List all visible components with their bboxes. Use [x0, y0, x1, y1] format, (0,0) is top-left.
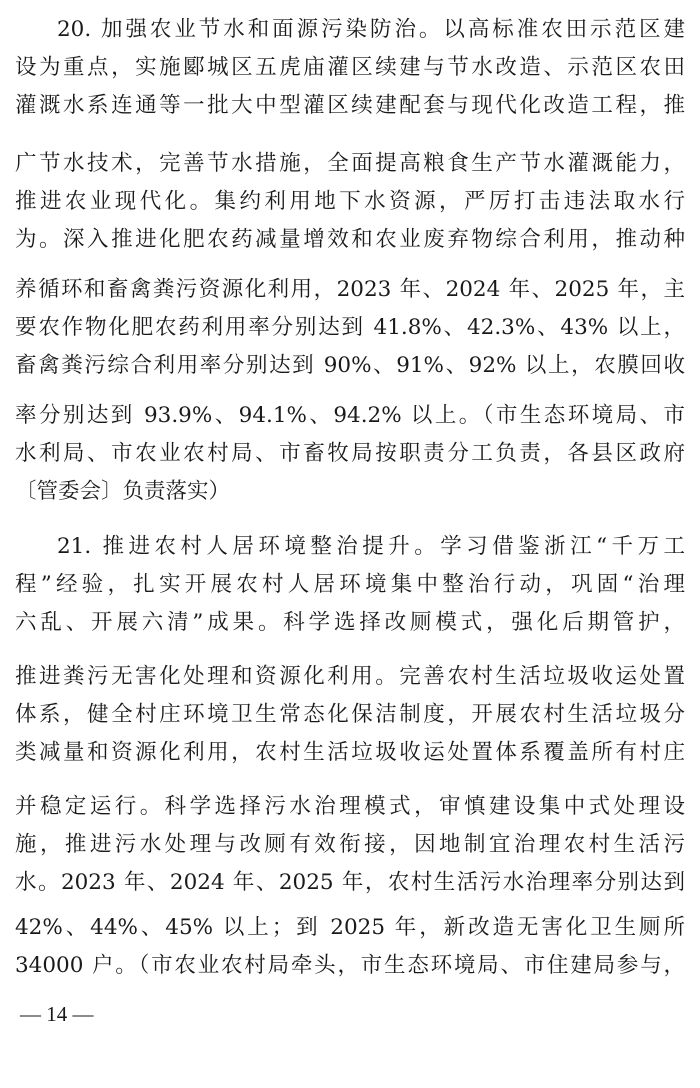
text-line: 程”经验，扎实开展农村人居环境集中整治行动，巩固“治理: [15, 572, 685, 597]
text-line: 21. 推进农村人居环境整治提升。学习借鉴浙江“千万工: [57, 534, 685, 559]
text-line: 施，推进污水处理与改厕有效衔接，因地制宜治理农村生活污: [15, 832, 685, 857]
text-line: 类减量和资源化利用，农村生活垃圾收运处置体系覆盖所有村庄: [15, 740, 685, 765]
text-line: 广节水技术，完善节水措施，全面提高粮食生产节水灌溉能力，: [15, 151, 685, 176]
text-line: 为。深入推进化肥农药减量增效和农业废弃物综合利用，推动种: [15, 227, 685, 252]
text-line: 设为重点，实施郾城区五虎庙灌区续建与节水改造、示范区农田: [15, 55, 685, 80]
text-line: 要农作物化肥农药利用率分别达到 41.8%、42.3%、43% 以上，: [15, 315, 685, 340]
text-line: 养循环和畜禽粪污资源化利用，2023 年、2024 年、2025 年，主: [15, 277, 685, 302]
text-line: 灌溉水系连通等一批大中型灌区续建配套与现代化改造工程，推: [15, 93, 685, 118]
text-line: 42%、44%、45% 以上；到 2025 年，新改造无害化卫生厕所: [15, 915, 685, 940]
text-line: 推进粪污无害化处理和资源化利用。完善农村生活垃圾收运处置: [15, 664, 685, 689]
text-line: 水。2023 年、2024 年、2025 年，农村生活污水治理率分别达到: [15, 870, 685, 895]
page-number: — 14 —: [20, 1002, 94, 1026]
text-line: 推进农业现代化。集约利用地下水资源，严厉打击违法取水行: [15, 189, 685, 214]
text-line: 畜禽粪污综合利用率分别达到 90%、91%、92% 以上，农膜回收: [15, 353, 685, 378]
text-line: 20. 加强农业节水和面源污染防治。以高标准农田示范区建: [57, 17, 685, 42]
text-line: 并稳定运行。科学选择污水治理模式，审慎建设集中式处理设: [15, 794, 685, 819]
text-line: 水利局、市农业农村局、市畜牧局按职责分工负责，各县区政府: [15, 441, 685, 466]
text-line: 〔管委会〕负责落实）: [15, 479, 231, 504]
text-line: 34000 户。（市农业农村局牵头，市生态环境局、市住建局参与，: [15, 953, 685, 978]
text-line: 体系，健全村庄环境卫生常态化保洁制度，开展农村生活垃圾分: [15, 702, 685, 727]
text-line: 率分别达到 93.9%、94.1%、94.2% 以上。（市生态环境局、市: [15, 403, 685, 428]
text-line: 六乱、开展六清”成果。科学选择改厕模式，强化后期管护，: [15, 610, 685, 635]
